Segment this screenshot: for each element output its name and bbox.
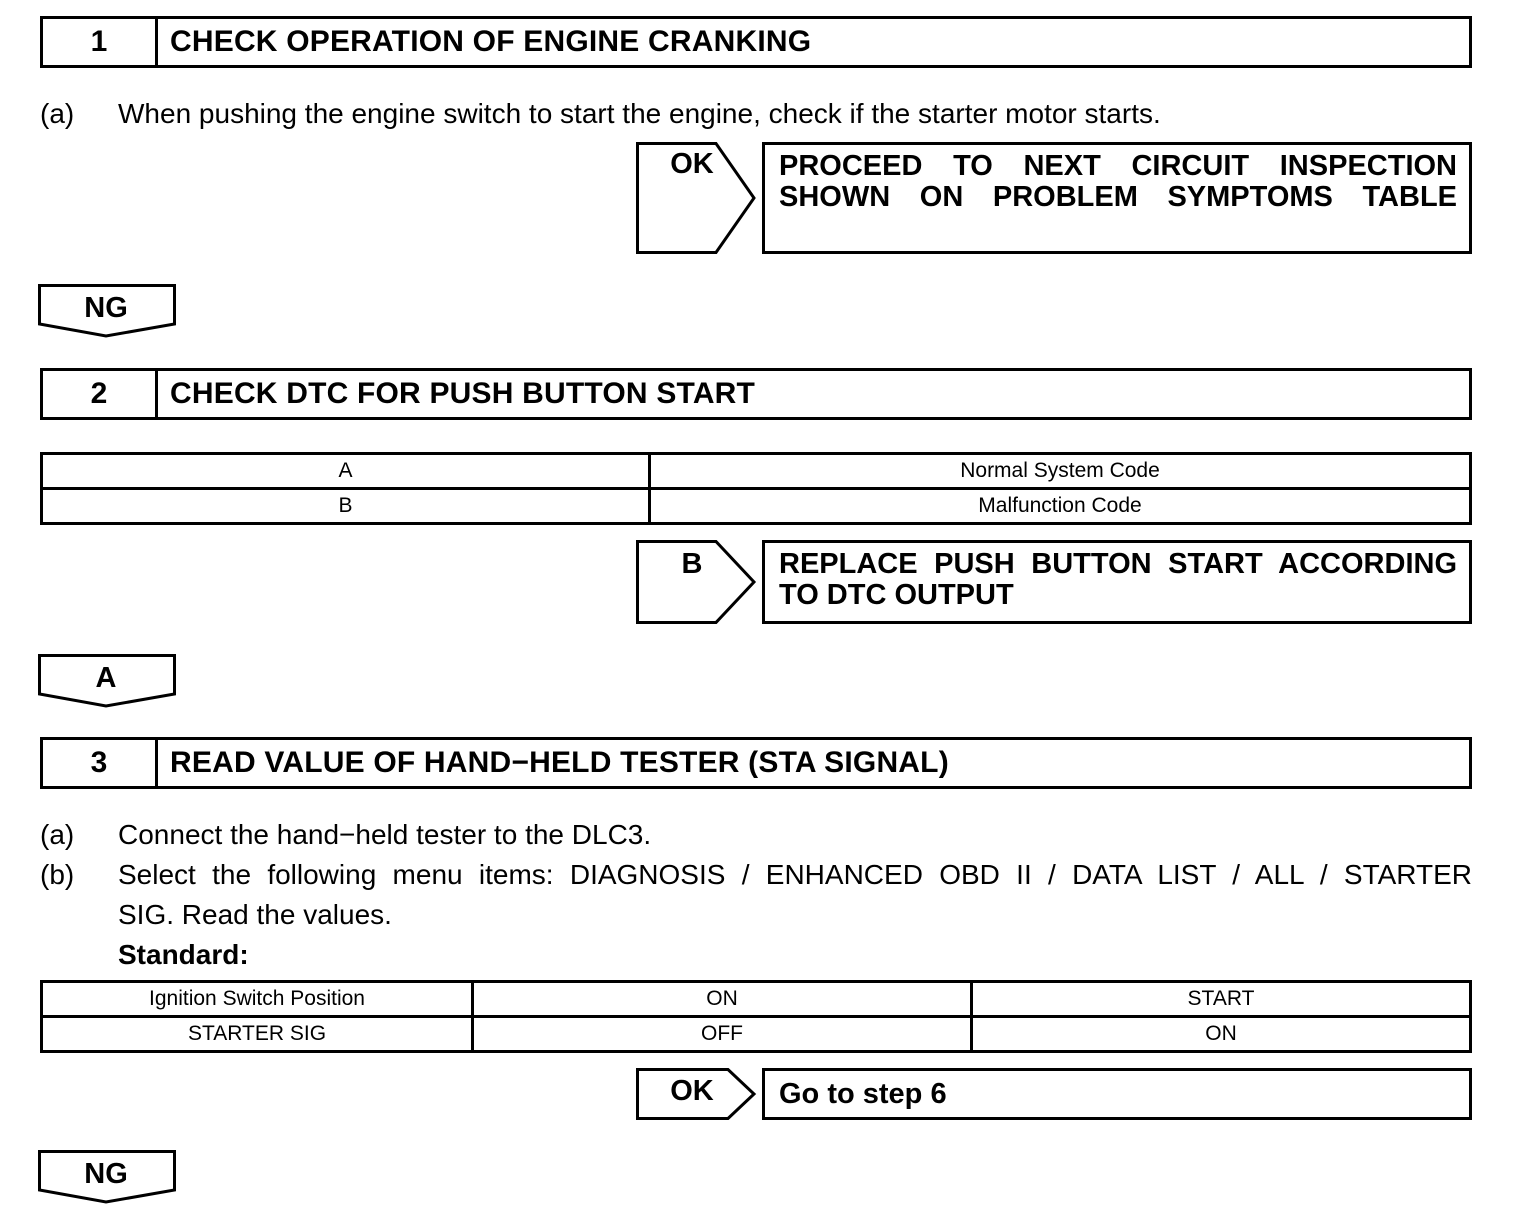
item-label: (a): [40, 98, 75, 129]
item-label: (a): [40, 819, 75, 850]
instruction-item: [40, 815, 1480, 855]
standard-value-table: [40, 980, 1472, 1053]
step-1-header: [40, 16, 1472, 68]
table-row: [42, 982, 1471, 1017]
table-cell: Normal System Code: [650, 454, 1471, 489]
table-row: [42, 489, 1471, 524]
table-header-cell: START: [972, 982, 1471, 1017]
result-text-line: SHOWN ON PROBLEM SYMPTOMS TABLE: [779, 181, 1457, 213]
ok-label: OK: [670, 1075, 714, 1107]
ng-label: NG: [84, 292, 128, 324]
b-result-box: [762, 540, 1472, 624]
result-text-line: TO DTC OUTPUT: [779, 579, 1014, 611]
item-text-continued: SIG. Read the values.: [118, 899, 392, 930]
item-text: Connect the hand−held tester to the DLC3.: [118, 819, 652, 850]
table-cell: STARTER SIG: [42, 1017, 473, 1052]
table-cell: A: [42, 454, 650, 489]
table-header-cell: Ignition Switch Position: [42, 982, 473, 1017]
result-text-line: REPLACE PUSH BUTTON START ACCORDING: [779, 548, 1457, 580]
table-row: [42, 1017, 1471, 1052]
step-number: 2: [43, 371, 158, 417]
instruction-item: [40, 94, 1480, 134]
result-text-line: PROCEED TO NEXT CIRCUIT INSPECTION: [779, 150, 1457, 182]
table-row: [42, 454, 1471, 489]
ng-label: NG: [84, 1158, 128, 1190]
instruction-item: [40, 855, 1480, 935]
ok-result-box: [762, 142, 1472, 254]
step-number: 3: [43, 740, 158, 786]
table-cell: OFF: [473, 1017, 972, 1052]
dtc-result-table: [40, 452, 1472, 525]
table-cell: B: [42, 489, 650, 524]
item-text: Select the following menu items: DIAGNOSIS / ENHANCED OBD II / DATA LIST / ALL / STARTER: [118, 859, 1472, 890]
ok-label: OK: [670, 148, 714, 180]
step-2-header: [40, 368, 1472, 420]
item-text: When pushing the engine switch to start the engine, check if the starter motor starts.: [118, 98, 1161, 129]
step-number: 1: [43, 19, 158, 65]
b-label: B: [681, 548, 703, 580]
step-title: CHECK DTC FOR PUSH BUTTON START: [170, 377, 756, 410]
step-title: READ VALUE OF HAND−HELD TESTER (STA SIGNAL): [170, 746, 949, 779]
item-label: (b): [40, 859, 75, 890]
result-text: Go to step 6: [779, 1078, 947, 1110]
ok-result-box: [762, 1068, 1472, 1120]
a-label: A: [95, 662, 117, 694]
table-cell: Malfunction Code: [650, 489, 1471, 524]
step-title: CHECK OPERATION OF ENGINE CRANKING: [170, 25, 812, 58]
table-cell: ON: [972, 1017, 1471, 1052]
step-3-header: [40, 737, 1472, 789]
table-header-cell: ON: [473, 982, 972, 1017]
standard-label: Standard:: [118, 939, 249, 970]
